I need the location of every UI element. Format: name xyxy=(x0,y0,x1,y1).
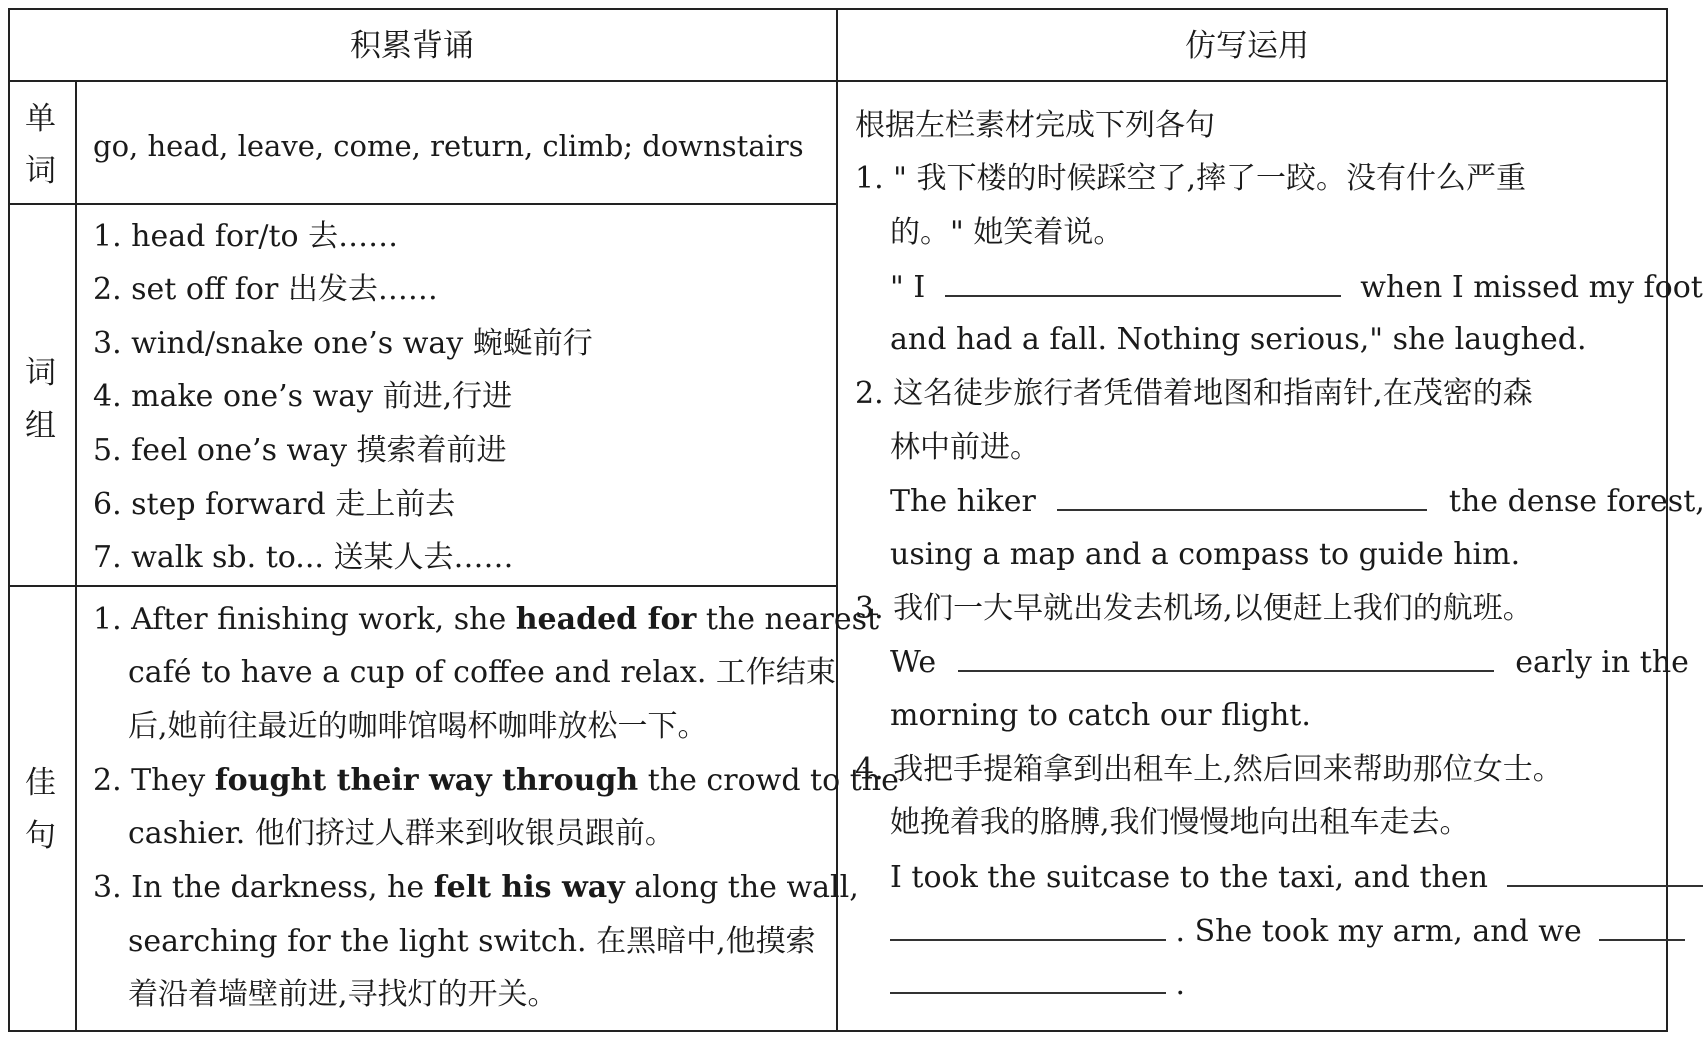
question-3-answer-blank[interactable] xyxy=(958,644,1494,672)
question-2-english-line-2: using a map and a compass to guide him. xyxy=(890,537,1521,572)
question-4-english-line-2 xyxy=(890,913,1685,950)
question-4-english-line-1 xyxy=(890,859,1703,896)
table-border-bottom xyxy=(8,1030,1668,1032)
sentence-1-line-2: café to have a cup of coffee and relax. 工作结束 xyxy=(128,655,836,690)
question-2-chinese-line-1: 2. 这名徒步旅行者凭借着地图和指南针,在茂密的森 xyxy=(855,376,1533,411)
question-4-answer-blank-1-cont[interactable] xyxy=(890,913,1166,941)
question-2-english-end: the dense forest, xyxy=(1448,484,1705,519)
left-column-title: 积累背诵 xyxy=(350,28,474,64)
question-4-english-mid: . She took my arm, and we xyxy=(1175,914,1582,949)
sentence-2-text-end: the crowd to the xyxy=(647,763,899,798)
words-row-divider xyxy=(8,203,836,205)
sentence-2-text: They xyxy=(131,763,206,798)
phrases-label-char-1: 词 xyxy=(25,355,56,391)
sentence-3-line-2: searching for the light switch. 在黑暗中,他摸索 xyxy=(128,924,816,959)
sentence-2-line-2: cashier. 他们挤过人群来到收银员跟前。 xyxy=(128,816,675,851)
sentence-1-line-3: 后,她前往最近的咖啡馆喝杯咖啡放松一下。 xyxy=(128,709,708,744)
phrase-item: 2. set off for 出发去…… xyxy=(93,272,438,307)
question-1-english-start: " I xyxy=(890,270,926,305)
sentence-1-text: After finishing work, she xyxy=(131,602,507,637)
phrase-item: 1. head for/to 去…… xyxy=(93,219,399,254)
phrase-item: 3. wind/snake one’s way 蜿蜒前行 xyxy=(93,326,593,361)
phrases-label-char-2: 组 xyxy=(25,408,56,444)
question-4-answer-blank-2[interactable] xyxy=(1599,913,1685,941)
words-list: go, head, leave, come, return, climb; downstairs xyxy=(93,129,804,163)
sentence-3-key-phrase: felt his way xyxy=(433,870,625,905)
phrase-item: 6. step forward 走上前去 xyxy=(93,487,456,522)
instruction-text: 根据左栏素材完成下列各句 xyxy=(855,108,1215,143)
question-4-answer-blank-2-cont[interactable] xyxy=(890,966,1166,994)
sentence-3-text-end: along the wall, xyxy=(634,870,859,905)
question-3-chinese-line-1: 3. 我们一大早就出发去机场,以便赶上我们的航班。 xyxy=(855,591,1533,626)
sentence-1-key-phrase: headed for xyxy=(515,602,697,637)
question-1-chinese-line-2: 的。" 她笑着说。 xyxy=(890,215,1124,250)
sentence-1-number: 1. xyxy=(93,602,122,637)
sentence-3-text: In the darkness, he xyxy=(131,870,425,905)
question-1-english-line-1 xyxy=(890,269,1703,306)
question-3-english-line-1 xyxy=(890,644,1689,681)
question-3-english-end: early in the xyxy=(1515,645,1689,680)
sentence-1-text-end: the nearest xyxy=(705,602,880,637)
sentence-3-line-1 xyxy=(93,870,859,906)
question-1-english-line-2: and had a fall. Nothing serious," she laughed. xyxy=(890,322,1587,357)
phrase-item: 7. walk sb. to... 送某人去…… xyxy=(93,540,514,575)
question-2-english-line-1 xyxy=(890,483,1705,520)
sentences-label-char-1: 佳 xyxy=(25,765,56,801)
question-2-english-start: The hiker xyxy=(890,484,1036,519)
table-border-left xyxy=(8,8,10,1032)
phrase-item: 5. feel one’s way 摸索着前进 xyxy=(93,433,507,468)
header-divider xyxy=(8,80,1668,82)
sentence-3-number: 3. xyxy=(93,870,122,905)
question-4-english-line-3 xyxy=(890,966,1185,1003)
question-4-english-start: I took the suitcase to the taxi, and then xyxy=(890,860,1488,895)
phrase-item: 4. make one’s way 前进,行进 xyxy=(93,379,513,414)
question-4-answer-blank-1[interactable] xyxy=(1507,859,1703,887)
question-4-english-end: . xyxy=(1175,967,1186,1002)
question-4-chinese-line-1: 4. 我把手提箱拿到出租车上,然后回来帮助那位女士。 xyxy=(855,752,1563,787)
question-3-english-line-2: morning to catch our flight. xyxy=(890,698,1311,733)
question-4-chinese-line-2: 她挽着我的胳膊,我们慢慢地向出租车走去。 xyxy=(890,805,1470,840)
phrases-row-divider xyxy=(8,585,836,587)
question-2-chinese-line-2: 林中前进。 xyxy=(890,430,1040,465)
question-2-answer-blank[interactable] xyxy=(1057,483,1427,511)
words-label-char-2: 词 xyxy=(25,153,56,189)
words-label-char-1: 单 xyxy=(25,101,56,137)
sentences-label-char-2: 句 xyxy=(25,818,56,854)
label-column-divider xyxy=(75,82,77,1032)
sentence-1-line-1 xyxy=(93,602,879,638)
sentence-2-key-phrase: fought their way through xyxy=(214,763,639,798)
right-column-title: 仿写运用 xyxy=(1185,28,1309,64)
question-3-english-start: We xyxy=(890,645,937,680)
question-1-english-end: when I missed my foot xyxy=(1360,270,1703,305)
table-border-top xyxy=(8,8,1668,10)
sentence-3-line-3: 着沿着墙壁前进,寻找灯的开关。 xyxy=(128,977,558,1012)
sentence-2-number: 2. xyxy=(93,763,122,798)
sentence-2-line-1 xyxy=(93,763,899,799)
question-1-answer-blank[interactable] xyxy=(945,269,1341,297)
question-1-chinese-line-1: 1. " 我下楼的时候踩空了,摔了一跤。没有什么严重 xyxy=(855,161,1527,196)
